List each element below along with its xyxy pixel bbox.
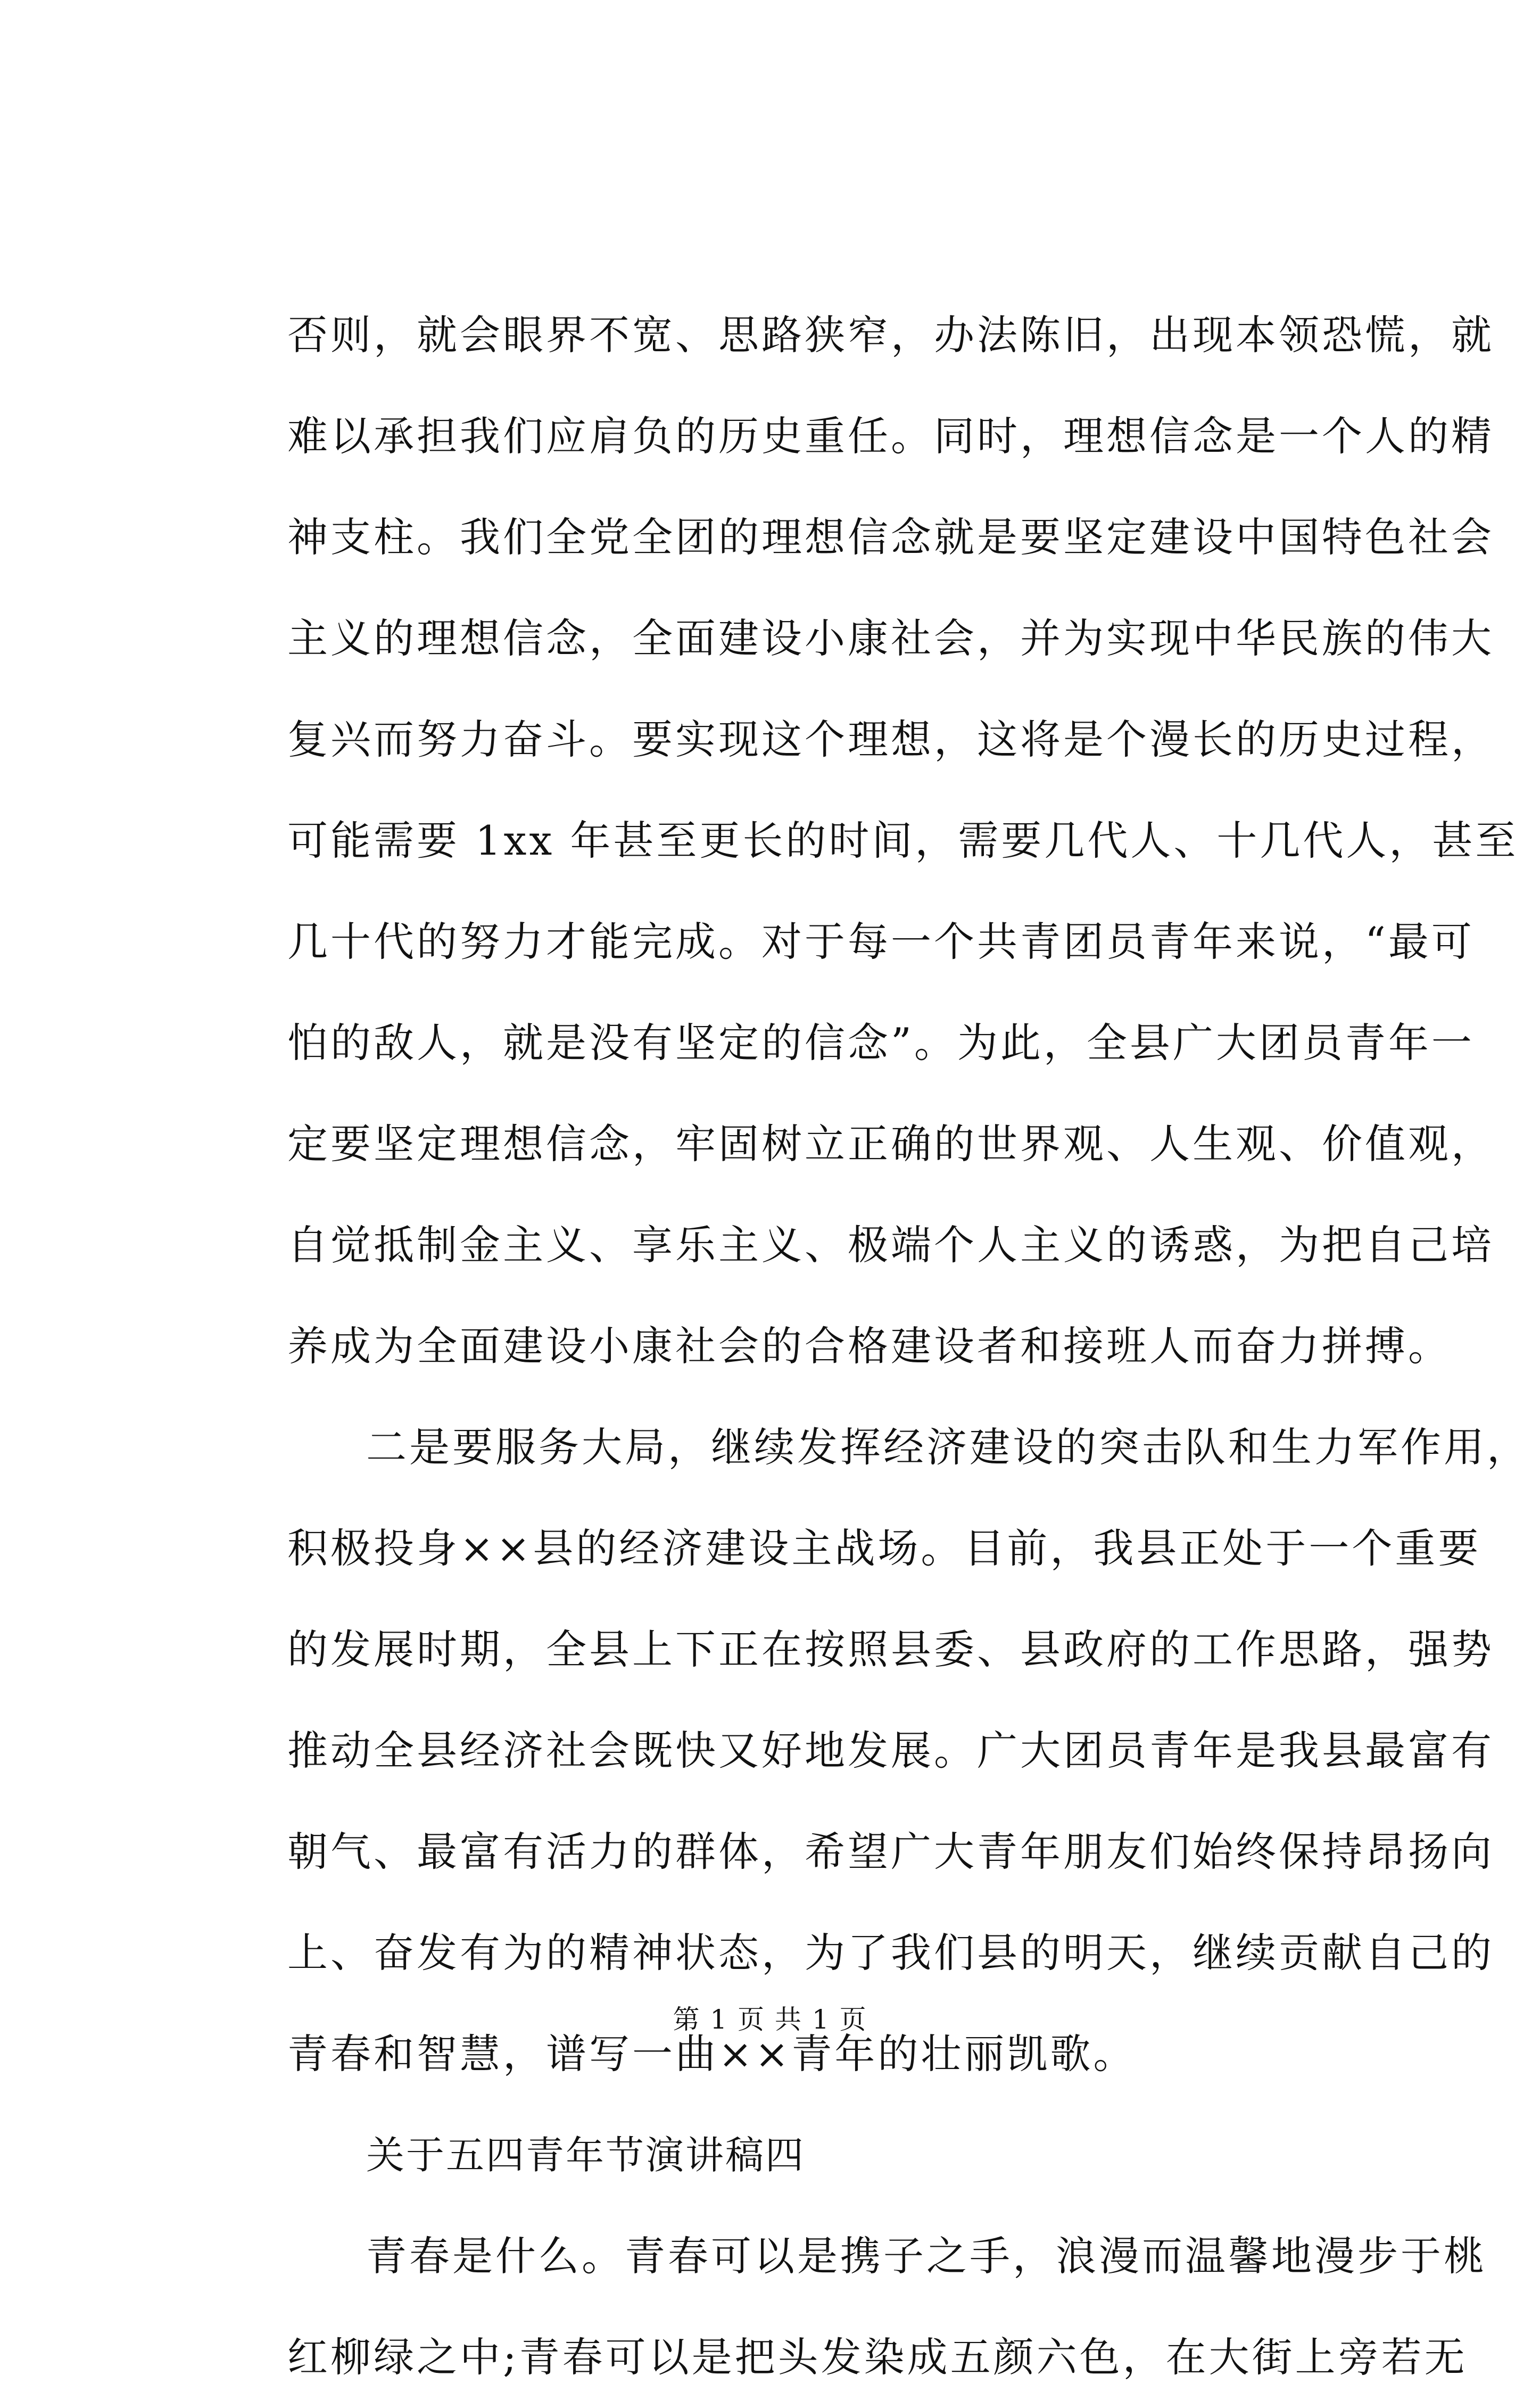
paragraph-start-line: 二是要服务大局，继续发挥经济建设的突击队和生力军作用， (366, 1424, 1530, 1471)
text-line: 否则，就会眼界不宽、思路狭窄，办法陈旧，出现本领恐慌，就 (287, 311, 1494, 359)
section-heading: 关于五四青年节演讲稿四 (366, 2133, 806, 2178)
text-line: 养成为全面建设小康社会的合格建设者和接班人而奋力拼搏。 (287, 1322, 1451, 1370)
text-line: 自觉抵制金主义、享乐主义、极端个人主义的诱惑，为把自己培 (287, 1221, 1494, 1269)
text-line: 可能需要 1xx 年甚至更长的时间，需要几代人、十几代人，甚至 (287, 817, 1519, 864)
text-line: 红柳绿之中;青春可以是把头发染成五颜六色，在大街上旁若无 (287, 2333, 1468, 2381)
text-line: 主义的理想信念，全面建设小康社会，并为实现中华民族的伟大 (287, 615, 1494, 662)
text-line: 怕的敌人，就是没有坚定的信念”。为此，全县广大团员青年一 (287, 1019, 1475, 1066)
text-line: 几十代的努力才能完成。对于每一个共青团员青年来说，“最可 (287, 918, 1475, 965)
page-footer: 第 1 页 共 1 页 (673, 2004, 867, 2035)
text-line: 神支柱。我们全党全团的理想信念就是要坚定建设中国特色社会 (287, 514, 1494, 561)
text-line: 上、奋发有为的精神状态，为了我们县的明天，继续贡献自己的 (287, 1929, 1494, 1976)
text-line: 定要坚定理想信念，牢固树立正确的世界观、人生观、价值观， (287, 1120, 1494, 1168)
text-line: 推动全县经济社会既快又好地发展。广大团员青年是我县最富有 (287, 1727, 1494, 1774)
text-line: 难以承担我们应肩负的历史重任。同时，理想信念是一个人的精 (287, 412, 1494, 460)
text-line: 的发展时期，全县上下正在按照县委、县政府的工作思路，强势 (287, 1626, 1494, 1673)
document-body (287, 285, 1530, 2408)
text-line: 朝气、最富有活力的群体，希望广大青年朋友们始终保持昂扬向 (287, 1828, 1494, 1875)
text-line: 积极投身××县的经济建设主战场。目前，我县正处于一个重要 (287, 1525, 1481, 1572)
text-line: 青春和智慧，谱写一曲××青年的壮丽凯歌。 (287, 2030, 1137, 2078)
paragraph-start-line: 青春是什么。青春可以是携子之手，浪漫而温馨地漫步于桃 (366, 2232, 1487, 2280)
text-line: 复兴而努力奋斗。要实现这个理想，这将是个漫长的历史过程， (287, 716, 1494, 763)
